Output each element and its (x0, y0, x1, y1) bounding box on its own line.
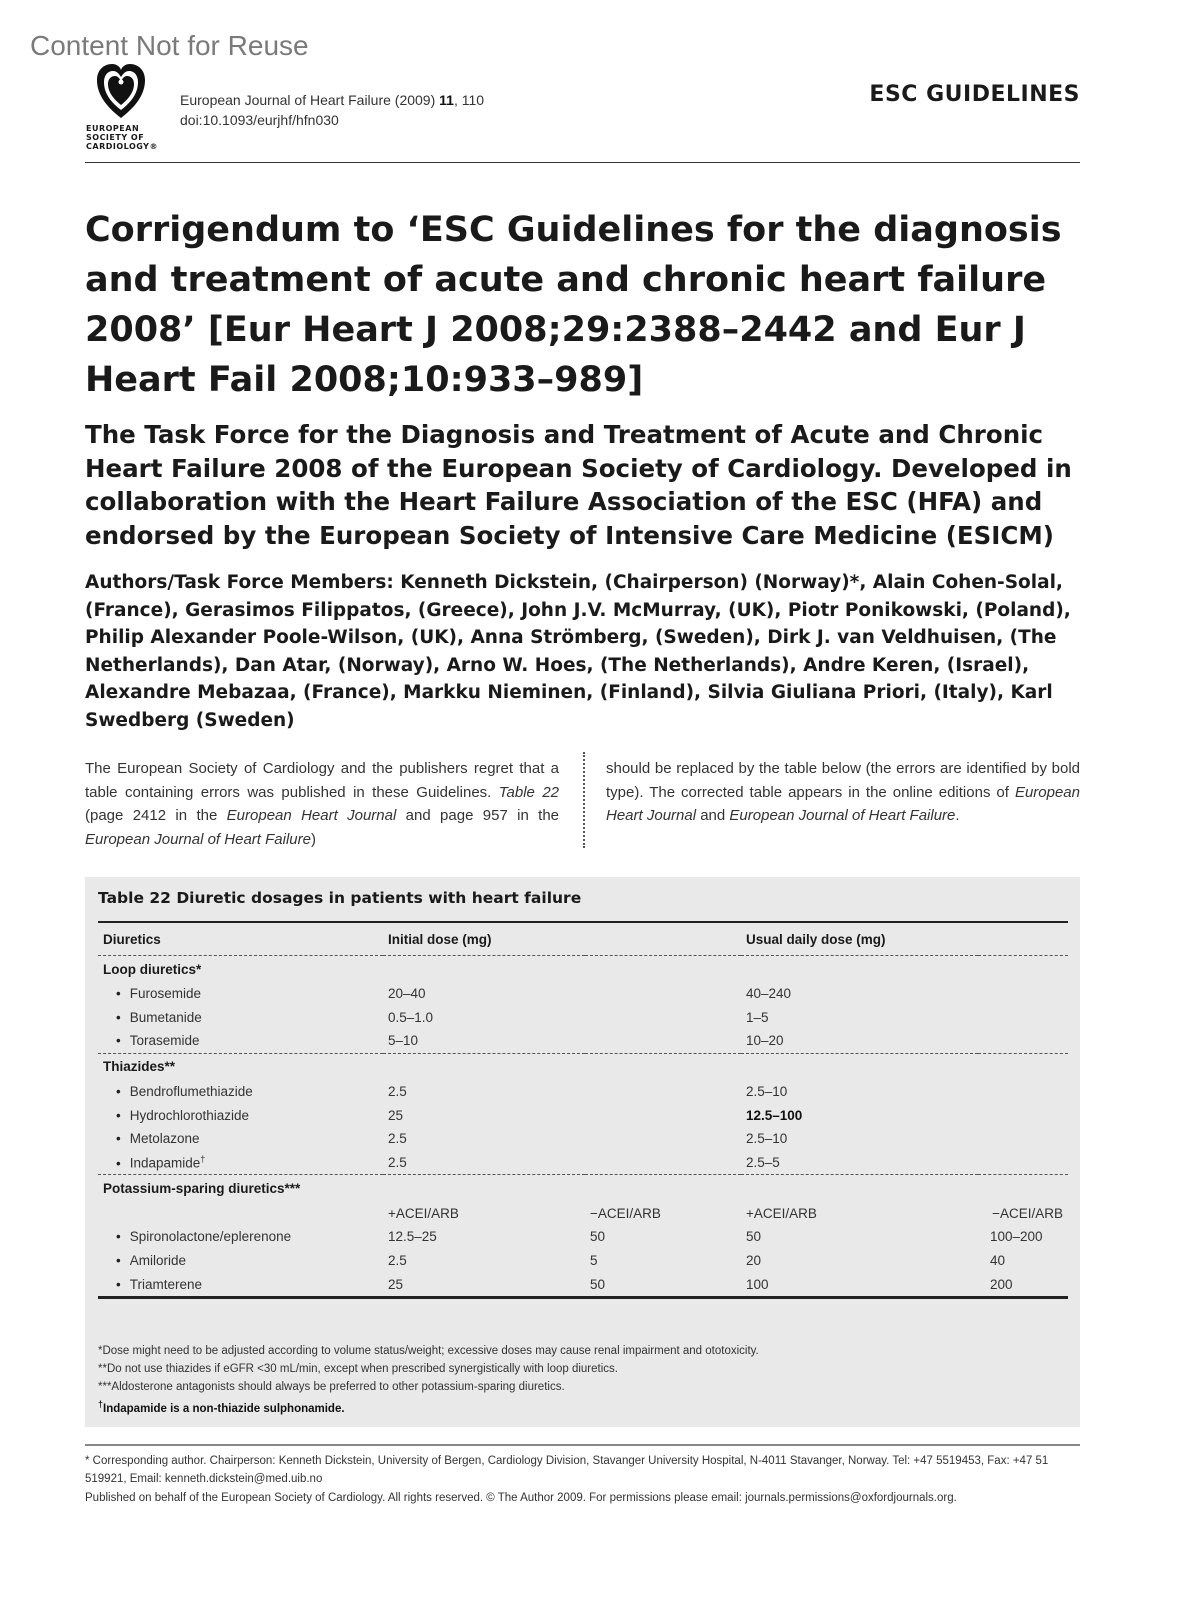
table-cell: 20 (746, 1253, 762, 1269)
table-cell: 40–240 (746, 986, 792, 1002)
doi: doi:10.1093/eurjhf/hfn030 (180, 112, 339, 128)
table-cell: 25 (388, 1276, 404, 1292)
table-cell: should be replaced by the table below (the errors are identified by bold type). The corrected table appears in the online editions of (606, 760, 1080, 801)
table-row (98, 982, 1068, 1006)
table-cell: • Furosemide (98, 982, 383, 1006)
table-cell: 25 (388, 1107, 404, 1123)
table-cell: • Bendroflumethiazide (98, 1080, 383, 1104)
table-footnotes: *Dose might need to be adjusted according to volume status/weight; excessive doses may cause renal impairment and ototoxicity. **Do not use thiazides if eGFR <30 mL/min, except when prescribed synergistically with loop diuretics. ***Aldosterone antagonists should always be preferred to other potassium-sparing diuretics. †Indapamide is a non-thiazide sulphonamide. (98, 1345, 759, 1416)
heart-logo-icon (95, 62, 147, 120)
table-cell: 10–20 (746, 1033, 784, 1049)
table-row (98, 1272, 1068, 1296)
column-divider (583, 752, 585, 848)
table-cell: • Torasemide (98, 1029, 383, 1053)
table-cell: 1–5 (746, 1009, 769, 1025)
table-cell: −ACEI/ARB (992, 1205, 1063, 1221)
table-cell: European Heart Journal (606, 783, 1080, 825)
esc-logo (86, 62, 156, 151)
table-cell: 11 (439, 92, 454, 108)
table-cell: Thiazides** (103, 1059, 176, 1075)
table-row (98, 1103, 1068, 1127)
table-cell: **Do not use thiazides if eGFR <30 mL/min, except when prescribed synergistically with loop diuretics. (98, 1362, 618, 1375)
table-cell: SOCIETY OF (86, 133, 145, 142)
table-cell: 2.5–10 (746, 1084, 788, 1100)
table-cell: 50 (746, 1229, 762, 1245)
table-cell: and page 957 in the (396, 807, 560, 825)
table-cell: 100–200 (990, 1229, 1043, 1245)
table-cell: 100 (746, 1276, 769, 1292)
table-cell: European Journal of Heart Failure (729, 807, 956, 825)
table-cell: (page 2412 in the (85, 807, 227, 825)
table-cell: 12.5–25 (388, 1229, 437, 1245)
table-cell: , 110 (453, 92, 485, 108)
table-cell: 0.5–1.0 (388, 1009, 434, 1025)
table-row (98, 1151, 1068, 1175)
corrected-value: 12.5–100 (746, 1107, 803, 1123)
table-cell: • Amiloride (98, 1249, 383, 1273)
journal-citation (180, 90, 484, 130)
table-cell: Initial dose (mg) (388, 931, 492, 947)
table-cell: • Metolazone (98, 1127, 383, 1151)
section-label: ESC GUIDELINES (869, 82, 1080, 107)
publication-notice: Published on behalf of the European Society of Cardiology. All rights reserved. © The Author 2009. For permissions please email: journals.permissions@oxfordjournals.org. (85, 1492, 957, 1504)
logo-text (86, 124, 156, 151)
table-cell: Indapamide is a non-thiazide sulphonamide. (103, 1403, 345, 1416)
divider (85, 162, 1080, 163)
body-column-2 (606, 757, 1080, 828)
table-cell: and (696, 807, 730, 825)
table-cell: CARDIOLOGY® (86, 142, 158, 151)
table-cell: Loop diuretics* (103, 961, 202, 977)
table-cell: 2.5 (388, 1131, 407, 1147)
table-cell: • Spironolactone/eplerenone (98, 1225, 383, 1249)
table-cell: 5–10 (388, 1033, 419, 1049)
table-cell: Usual daily dose (mg) (746, 931, 886, 947)
authors: Authors/Task Force Members: Kenneth Dickstein, (Chairperson) (Norway)*, Alain Cohen-Solal, (France), Gerasimos Filippatos, (Greece), John J.V. McMurray, (UK), Piotr Ponikowski, (Poland), Philip Alexander Poole-Wilson, (UK), Anna Strömberg, (Sweden), Dirk J. van Veldhuisen, (The Netherlands), Dan Atar, (Norway), Arno W. Hoes, (The Netherlands), Andre Keren, (Israel), Alexandre Mebazaa, (France), Markku Nieminen, (Finland), Silvia Giuliana Priori, (Italy), Karl Swedberg (Sweden) (85, 572, 1071, 731)
table-cell: 2.5 (388, 1084, 407, 1100)
diuretic-table (98, 923, 1068, 1296)
group-thiazides (98, 1054, 1068, 1080)
divider (85, 1444, 1080, 1446)
table-row (98, 1080, 1068, 1104)
table-cell: 2.5–5 (746, 1154, 780, 1170)
table-cell: 40 (990, 1253, 1006, 1269)
table-cell: Potassium-sparing diuretics*** (103, 1180, 301, 1196)
body-column-1 (85, 757, 559, 852)
table-caption: Table 22 Diuretic dosages in patients with heart failure (98, 889, 582, 907)
table-cell: EUROPEAN (86, 124, 140, 133)
table-row (98, 1249, 1068, 1273)
table-cell: Indapamide (129, 1155, 201, 1171)
article-title: Corrigendum to ‘ESC Guidelines for the diagnosis and treatment of acute and chronic heart failure 2008’ [Eur Heart J 2008;29:2388–2442 and Eur J Heart Fail 2008;10:933–989] (85, 210, 1062, 400)
table-cell: European Heart Journal (226, 807, 397, 825)
table-cell: +ACEI/ARB (388, 1205, 459, 1221)
table-cell: The European Society of Cardiology and the publishers regret that a table containing errors was published in these Guidelines. (85, 760, 559, 801)
table-cell: Table 22 (498, 783, 559, 801)
table-cell: *Dose might need to be adjusted according to volume status/weight; excessive doses may cause renal impairment and ototoxicity. (98, 1345, 759, 1357)
corresponding-author: * Corresponding author. Chairperson: Kenneth Dickstein, University of Bergen, Cardiology Division, Stavanger University Hospital, N-4011 Stavanger, Norway. Tel: +47 5519453, Fax: +47 51 519921, Email: kenneth.dickstein@med.uib.no (85, 1455, 1049, 1485)
table-cell: . (955, 807, 960, 825)
table-cell: Diuretics (103, 931, 161, 947)
group-potassium-sparing (98, 1175, 1068, 1201)
table-cell: 50 (590, 1276, 606, 1292)
table-cell: † (200, 1154, 206, 1165)
table-22 (85, 877, 1080, 1427)
watermark: Content Not for Reuse (30, 30, 309, 61)
table-cell: European Journal of Heart Failure (85, 831, 311, 849)
table-cell: ***Aldosterone antagonists should always be preferred to other potassium-sparing diuretics. (98, 1380, 565, 1393)
table-row (98, 1029, 1068, 1053)
table-cell: ) (310, 831, 316, 849)
table-cell: 2.5 (388, 1253, 407, 1269)
table-cell: 2.5–10 (746, 1131, 788, 1147)
table-cell: −ACEI/ARB (590, 1205, 661, 1221)
table-cell: • Bumetanide (98, 1006, 383, 1030)
table-cell: • Triamterene (98, 1272, 383, 1296)
subheader-row (98, 1201, 1068, 1225)
table-row (98, 1225, 1068, 1249)
table-row (98, 1127, 1068, 1151)
article-subtitle: The Task Force for the Diagnosis and Treatment of Acute and Chronic Heart Failure 2008 of the European Society of Cardiology. Developed in collaboration with the Heart Failure Association of the ESC (HFA) and endorsed by the European Society of Intensive Care Medicine (ESICM) (85, 420, 1072, 550)
table-header-row (98, 923, 1068, 956)
group-loop (98, 956, 1068, 982)
table-cell: 20–40 (388, 986, 426, 1002)
table-cell: 50 (590, 1229, 606, 1245)
table-cell: 5 (590, 1253, 598, 1269)
table-cell: • Hydrochlorothiazide (98, 1103, 383, 1127)
table-cell: European Journal of Heart Failure (2009) (180, 92, 436, 108)
table-row (98, 1006, 1068, 1030)
table-cell: 200 (990, 1276, 1013, 1292)
table-cell: 2.5 (388, 1154, 407, 1170)
table-cell: +ACEI/ARB (746, 1205, 817, 1221)
